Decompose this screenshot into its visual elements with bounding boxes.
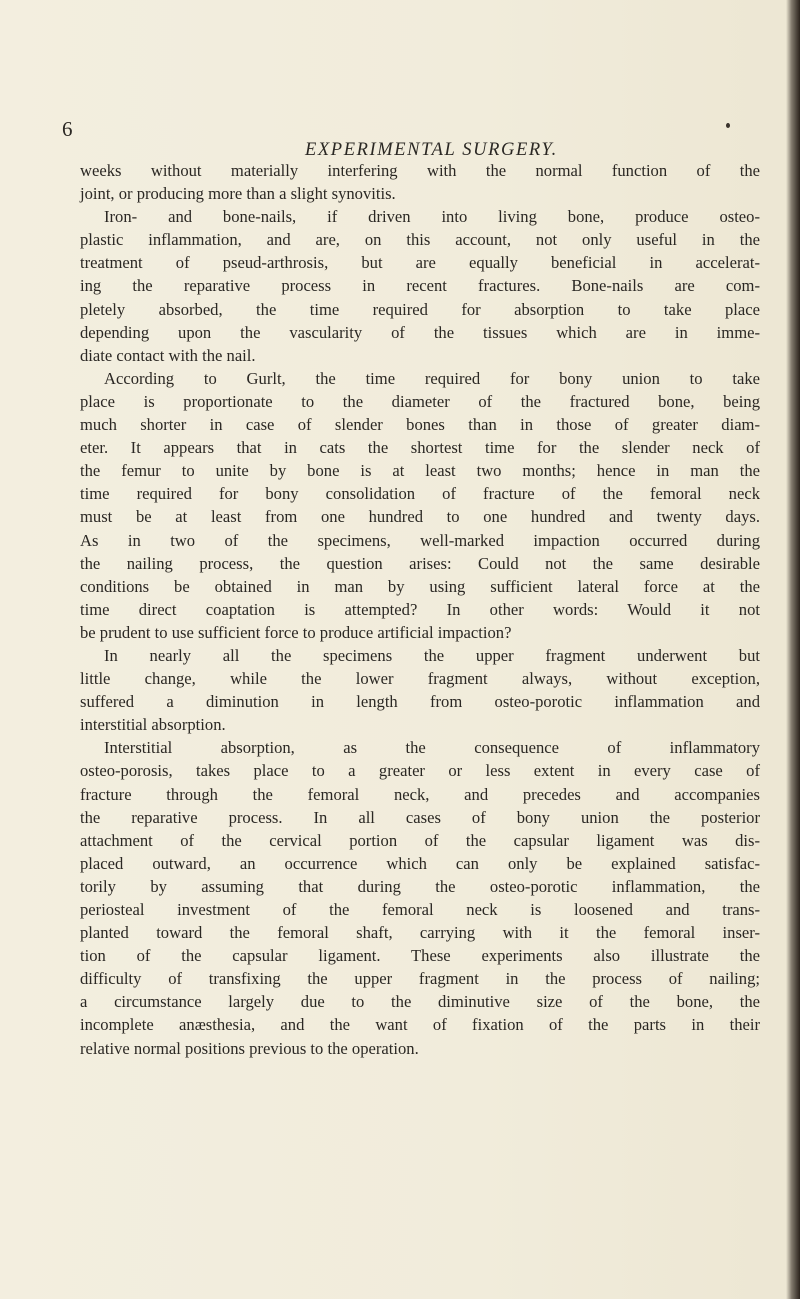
text-line: the reparative process. In all cases of bony union the posterior <box>80 807 760 827</box>
text-line: osteo-porosis, takes place to a greater or less extent in every case of <box>80 761 760 781</box>
running-head: EXPERIMENTAL SURGERY. <box>305 140 558 160</box>
text-line: little change, while the lower fragment always, without exception, <box>80 669 760 689</box>
text-line: weeks without materially interfering with the normal function of the <box>80 161 760 180</box>
text-line: time required for bony consolidation of fracture of the femoral neck <box>80 484 760 504</box>
print-speck <box>726 123 730 128</box>
text-line: torily by assuming that during the osteo-porotic inflammation, the <box>80 876 760 896</box>
text-line: suffered a diminution in length from osteo-porotic inflammation and <box>80 692 760 712</box>
text-line: attachment of the cervical portion of the capsular ligament was dis- <box>80 830 760 850</box>
text-line: a circumstance largely due to the diminutive size of the bone, the <box>80 992 760 1012</box>
text-line: Interstitial absorption, as the consequence of inflammatory <box>104 738 760 758</box>
text-line: be prudent to use sufficient force to produce artificial impaction? <box>80 622 512 642</box>
text-line: difficulty of transfixing the upper fragment in the process of nailing; <box>80 969 760 989</box>
text-line: Iron- and bone-nails, if driven into living bone, produce osteo- <box>104 207 760 227</box>
text-line: As in two of the specimens, well-marked impaction occurred during <box>80 530 760 550</box>
text-line: periosteal investment of the femoral neck is loosened and trans- <box>80 900 760 919</box>
text-line: pletely absorbed, the time required for absorption to take place <box>80 299 760 319</box>
page-number: 6 <box>62 117 73 141</box>
text-line: plastic inflammation, and are, on this account, not only useful in the <box>80 230 760 250</box>
text-line: the nailing process, the question arises: Could not the same desirable <box>80 553 760 573</box>
text-line: placed outward, an occurrence which can only be explained satisfac- <box>80 853 760 873</box>
text-line: diate contact with the nail. <box>80 345 256 365</box>
text-line: tion of the capsular ligament. These experiments also illustrate the <box>80 946 760 966</box>
text-line: incomplete anæsthesia, and the want of fixation of the parts in their <box>80 1015 760 1035</box>
body-text <box>80 159 760 1060</box>
text-line: In nearly all the specimens the upper fragment underwent but <box>104 645 760 665</box>
text-line: place is proportionate to the diameter of the fractured bone, being <box>80 391 760 411</box>
text-line: conditions be obtained in man by using sufficient lateral force at the <box>80 576 760 596</box>
page-edge-shadow <box>786 0 800 1299</box>
text-line: much shorter in case of slender bones than in those of greater diam- <box>80 415 760 435</box>
text-line: joint, or producing more than a slight synovitis. <box>80 184 396 204</box>
text-line: According to Gurlt, the time required for bony union to take <box>104 368 760 388</box>
text-line: eter. It appears that in cats the shortest time for the slender neck of <box>80 438 760 458</box>
text-line: time direct coaptation is attempted? In other words: Would it not <box>80 599 760 619</box>
text-line: must be at least from one hundred to one hundred and twenty days. <box>80 507 760 527</box>
text-line: depending upon the vascularity of the tissues which are in imme- <box>80 322 760 342</box>
text-line: planted toward the femoral shaft, carrying with it the femoral inser- <box>80 923 760 943</box>
text-line: ing the reparative process in recent fractures. Bone-nails are com- <box>80 276 760 296</box>
text-line: interstitial absorption. <box>80 715 226 735</box>
text-line: the femur to unite by bone is at least two months; hence in man the <box>80 461 760 481</box>
text-line: fracture through the femoral neck, and precedes and accompanies <box>80 784 760 804</box>
text-line: treatment of pseud-arthrosis, but are equally beneficial in accelerat- <box>80 253 760 273</box>
text-line: relative normal positions previous to the operation. <box>80 1038 419 1058</box>
